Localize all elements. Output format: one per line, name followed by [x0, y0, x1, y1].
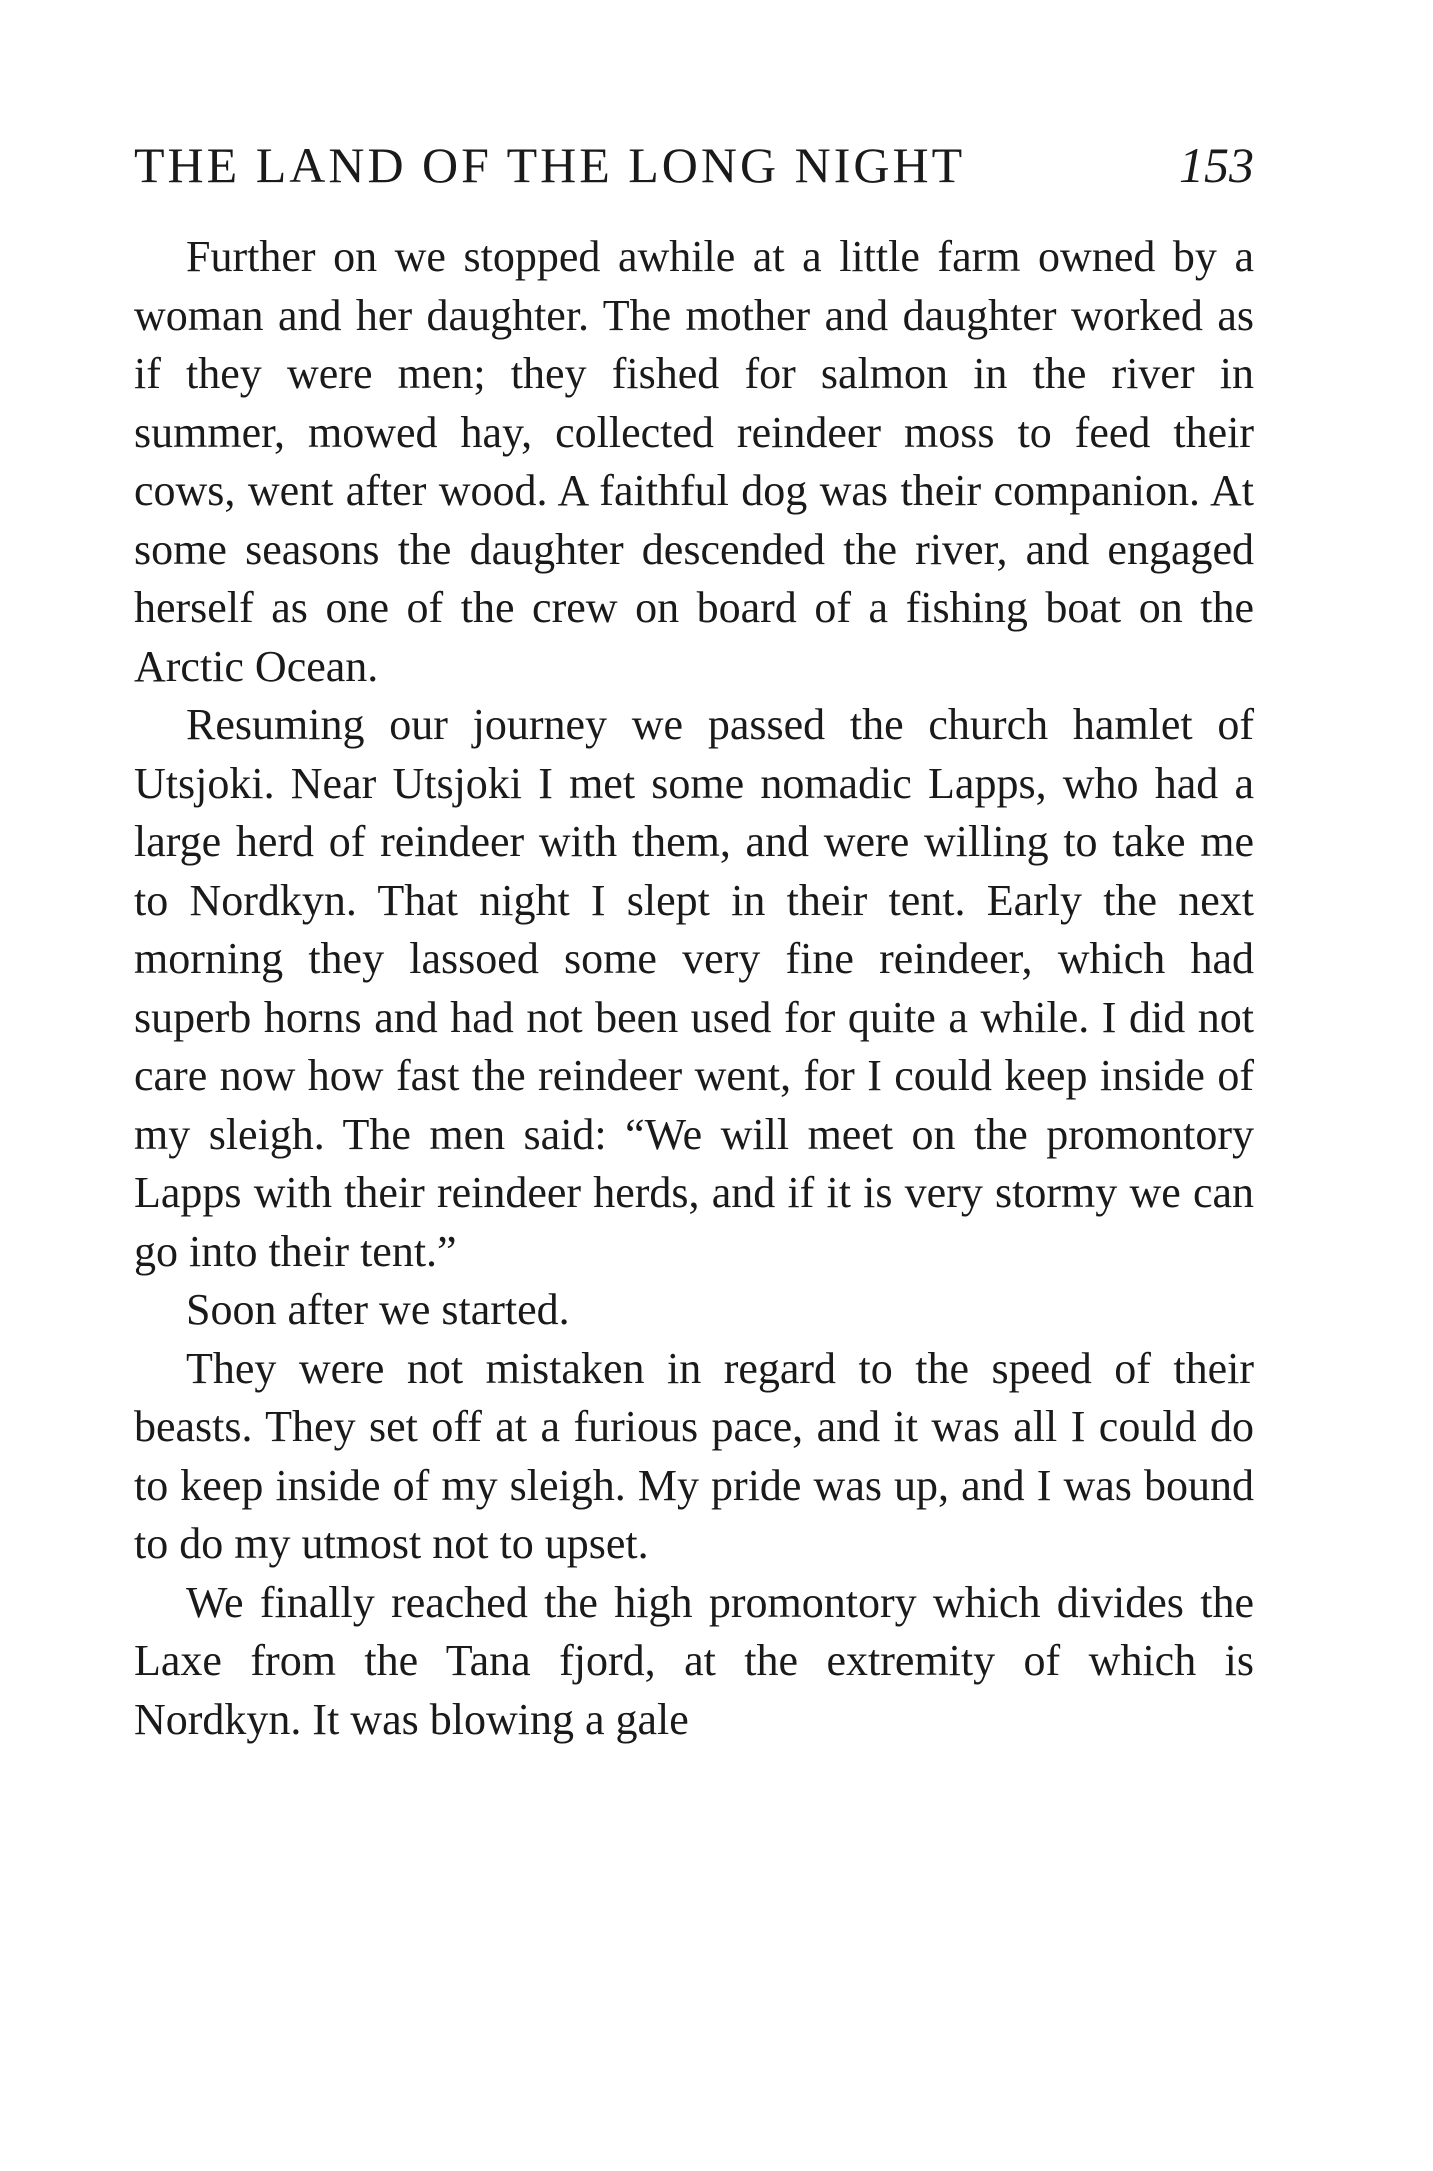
paragraph-promontory: We finally reached the high promontory which divides the Laxe from the Tana fjord, at the extremity of which is Nordkyn. It was blowing a gale [134, 1577, 1254, 1744]
running-head-title: THE LAND OF THE LONG NIGHT [134, 137, 966, 193]
paragraph-speed: They were not mistaken in regard to the speed of their beasts. They set off at a furious pace, and it was all I could do to keep inside of my sleigh. My pride was up, and I was bound to do my utmost not to upset. [134, 1343, 1254, 1568]
paragraph-farm: Further on we stopped awhile at a little farm owned by a woman and her daughter. The mother and daughter worked as if they were men; they fished for salmon in the river in summer, mowed hay, collected reindeer moss to feed their cows, went after wood. A faithful dog was their companion. At some seasons the daughter descended the river, and engaged herself as one of the crew on board of a fishing boat on the Arctic Ocean. [134, 232, 1254, 691]
page-number: 153 [1179, 137, 1254, 193]
paragraph-started: Soon after we started. [186, 1285, 570, 1334]
running-head [134, 125, 1254, 205]
paragraph-utsjoki: Resuming our journey we passed the church hamlet of Utsjoki. Near Utsjoki I met some nomadic Lapps, who had a large herd of reindeer with them, and were willing to take me to Nordkyn. That night I slept in their tent. Early the next morning they lassoed some very fine reindeer, which had superb horns and had not been used for quite a while. I did not care now how fast the reindeer went, for I could keep inside of my sleigh. The men said: “We will meet on the promontory Lapps with their reindeer herds, and if it is very stormy we can go into their tent.” [134, 700, 1254, 1276]
body-text [134, 228, 1254, 1749]
